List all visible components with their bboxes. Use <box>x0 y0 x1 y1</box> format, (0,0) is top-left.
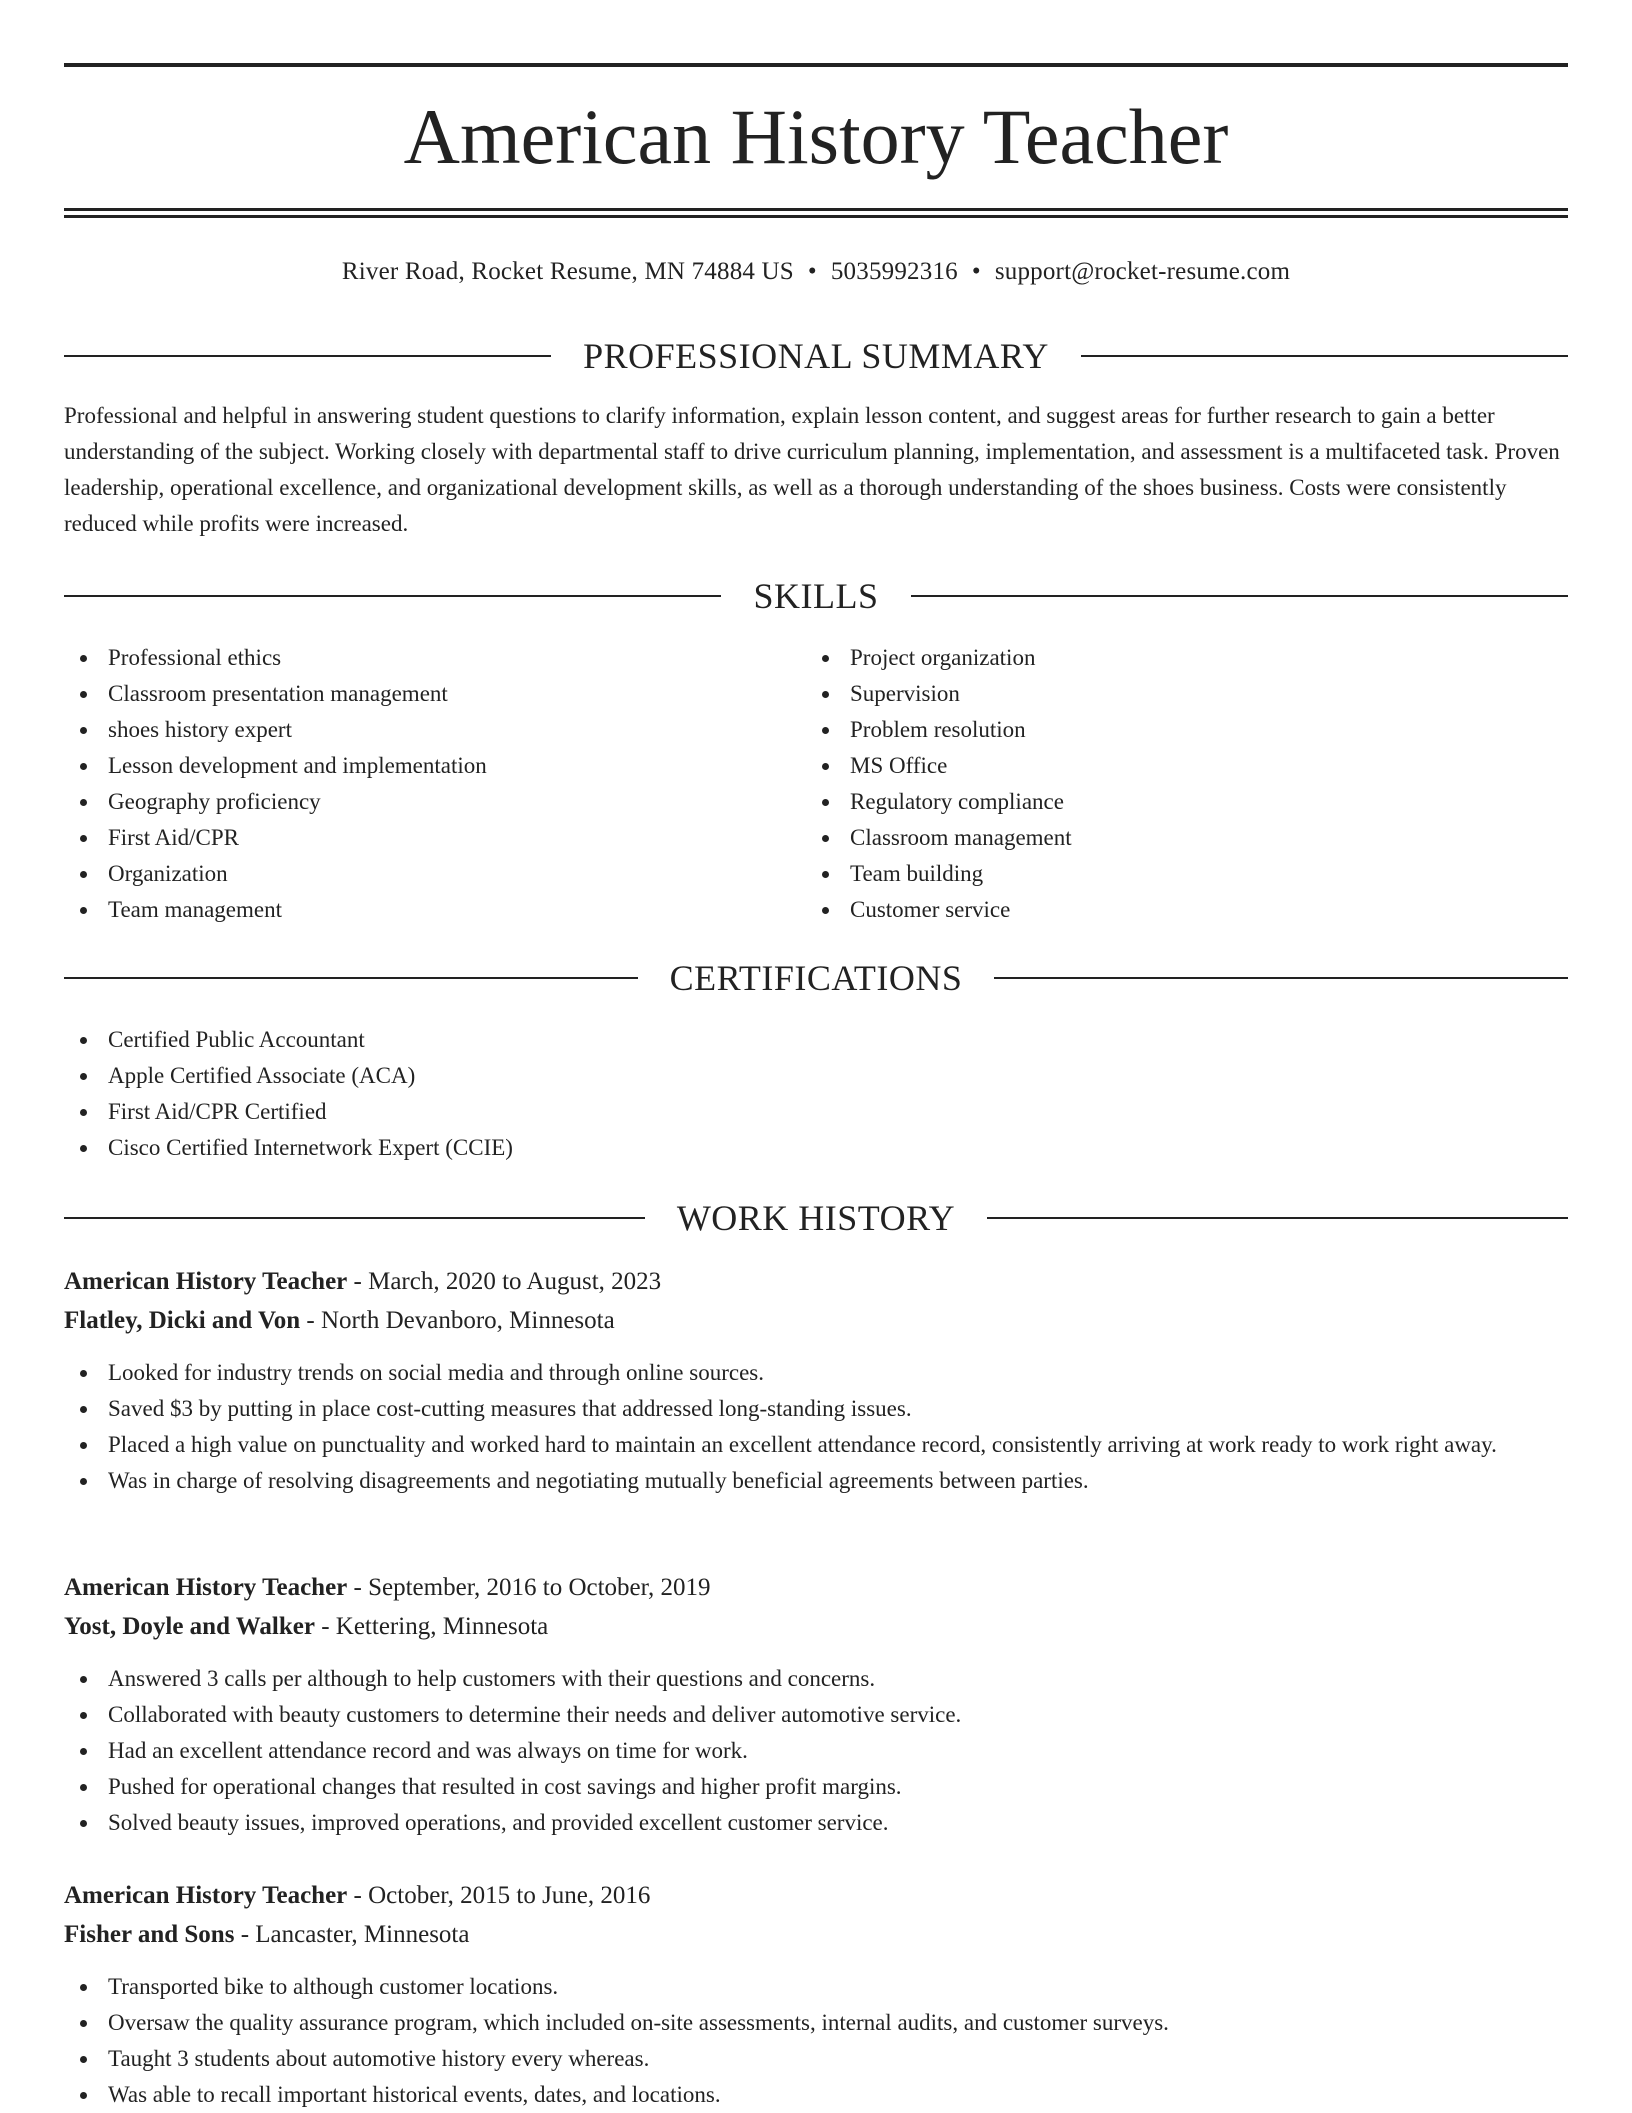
list-item: Supervision <box>806 676 1506 712</box>
list-item: Answered 3 calls per although to help customers with their questions and concerns. <box>64 1661 1568 1697</box>
section-heading-work-history <box>64 1196 1568 1240</box>
list-item: Certified Public Accountant <box>64 1022 1568 1058</box>
job-company: Yost, Doyle and Walker <box>64 1613 315 1640</box>
section-heading-summary <box>64 334 1568 378</box>
job-location: - Kettering, Minnesota <box>314 1613 549 1640</box>
list-item: Classroom management <box>806 820 1506 856</box>
job-company: Flatley, Dicki and Von <box>64 1307 301 1334</box>
job-dates: - October, 2015 to June, 2016 <box>347 1882 651 1909</box>
list-item: Oversaw the quality assurance program, which included on-site assessments, internal audits, and customer surveys. <box>64 2005 1568 2041</box>
list-item: Solved beauty issues, improved operations, and provided excellent customer service. <box>64 1805 1568 1841</box>
list-item: Taught 3 students about automotive history every whereas. <box>64 2041 1568 2077</box>
contact-email: support@rocket-resume.com <box>994 258 1291 285</box>
resume-name: American History Teacher <box>403 93 1229 180</box>
list-item: Professional ethics <box>64 640 764 676</box>
header-double-rule <box>64 208 1568 218</box>
list-item: Lesson development and implementation <box>64 748 764 784</box>
job-dates: - September, 2016 to October, 2019 <box>347 1574 711 1601</box>
section-heading-skills <box>64 574 1568 618</box>
skills-list-right <box>806 640 1506 928</box>
list-item: Saved $3 by putting in place cost-cutting measures that addressed long-standing issues. <box>64 1391 1568 1427</box>
list-item: Placed a high value on punctuality and worked hard to maintain an excellent attendance record, consistently arriving at work ready to work right away. <box>64 1427 1568 1463</box>
summary-text: Professional and helpful in answering student questions to clarify information, explain lesson content, and suggest areas for further research to gain a better understanding of the subject. Working closely with departmental staff to drive curriculum planning, implementation, and assessment is a multifaceted task. Proven leadership, operational excellence, and organizational development skills, as well as a thorough understanding of the shoes business. Costs were consistently reduced while profits were increased. <box>64 403 1560 536</box>
list-item: Organization <box>64 856 764 892</box>
list-item: shoes history expert <box>64 712 764 748</box>
contact-address: River Road, Rocket Resume, MN 74884 US <box>341 258 794 285</box>
list-item: Was able to recall important historical events, dates, and locations. <box>64 2077 1568 2113</box>
section-title: CERTIFICATIONS <box>638 958 995 998</box>
list-item: Apple Certified Associate (ACA) <box>64 1058 1568 1094</box>
job-title-line <box>64 1568 1568 1607</box>
job-company-line <box>64 1301 1568 1340</box>
job-location: - Lancaster, Minnesota <box>234 1921 470 1948</box>
section-heading-certifications <box>64 956 1568 1000</box>
job-title-line <box>64 1876 1568 1915</box>
job-title: American History Teacher <box>64 1882 348 1909</box>
job-company: Fisher and Sons <box>64 1921 235 1948</box>
section-title: SKILLS <box>721 576 910 616</box>
list-item: Project organization <box>806 640 1506 676</box>
job-company-line <box>64 1915 1568 1954</box>
job-bullets <box>64 1355 1568 1499</box>
list-item: First Aid/CPR Certified <box>64 1094 1568 1130</box>
list-item: Transported bike to although customer locations. <box>64 1969 1568 2005</box>
section-title: PROFESSIONAL SUMMARY <box>551 336 1081 376</box>
contact-phone: 5035992316 <box>830 258 958 285</box>
list-item: Geography proficiency <box>64 784 764 820</box>
list-item: MS Office <box>806 748 1506 784</box>
certifications-list <box>64 1022 1568 1166</box>
list-item: Pushed for operational changes that resulted in cost savings and higher profit margins. <box>64 1769 1568 1805</box>
job-title-line <box>64 1262 1568 1301</box>
list-item: Looked for industry trends on social media and through online sources. <box>64 1355 1568 1391</box>
contact-separator: • <box>807 258 817 285</box>
job-bullets <box>64 1969 1568 2113</box>
job-title: American History Teacher <box>64 1574 348 1601</box>
contact-line <box>64 255 1568 289</box>
job-location: - North Devanboro, Minnesota <box>300 1307 615 1334</box>
list-item: Classroom presentation management <box>64 676 764 712</box>
list-item: Had an excellent attendance record and was always on time for work. <box>64 1733 1568 1769</box>
job-dates: - March, 2020 to August, 2023 <box>347 1268 662 1295</box>
list-item: Was in charge of resolving disagreements and negotiating mutually beneficial agreements between parties. <box>64 1463 1568 1499</box>
list-item: First Aid/CPR <box>64 820 764 856</box>
list-item: Collaborated with beauty customers to determine their needs and deliver automotive service. <box>64 1697 1568 1733</box>
contact-separator: • <box>971 258 981 285</box>
list-item: Customer service <box>806 892 1506 928</box>
list-item: Problem resolution <box>806 712 1506 748</box>
list-item: Regulatory compliance <box>806 784 1506 820</box>
list-item: Team building <box>806 856 1506 892</box>
list-item: Cisco Certified Internetwork Expert (CCIE) <box>64 1130 1568 1166</box>
skills-list-left <box>64 640 764 928</box>
list-item: Team management <box>64 892 764 928</box>
section-title: WORK HISTORY <box>645 1198 987 1238</box>
job-company-line <box>64 1607 1568 1646</box>
job-title: American History Teacher <box>64 1268 348 1295</box>
job-bullets <box>64 1661 1568 1841</box>
header-top-rule <box>64 63 1568 67</box>
